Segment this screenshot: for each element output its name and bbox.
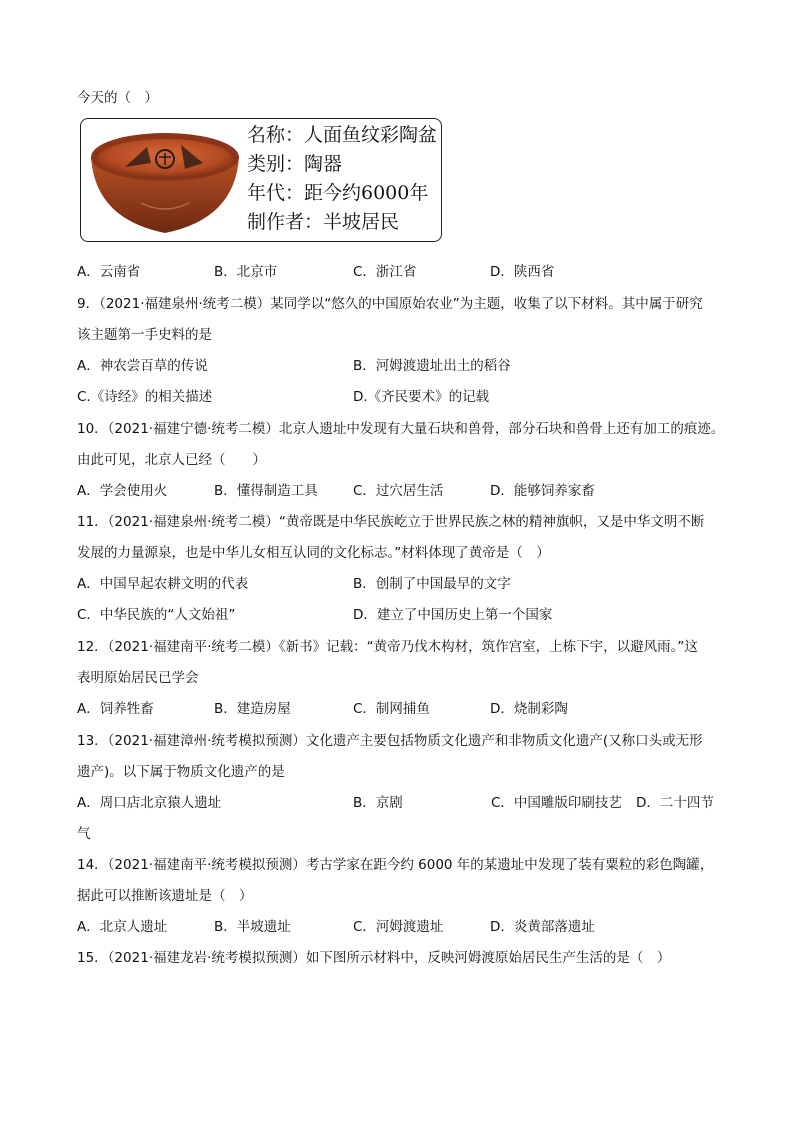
q12-stem-line1: 12．（2021·福建南平·统考二模）《新书》记载：“黄帝乃伐木构材，筑作宫室，上栋下宇，以避风雨。”这 bbox=[77, 639, 698, 655]
q14-option-b[interactable]: B．半坡遗址 bbox=[214, 919, 291, 935]
figure-era: 年代：距今约6000年 bbox=[247, 182, 429, 204]
figure-name: 名称：人面鱼纹彩陶盆 bbox=[247, 124, 438, 146]
q10-stem-line1: 10．（2021·福建宁德·统考二模）北京人遗址中发现有大量石块和兽骨，部分石块和兽骨上还有加工的痕迹。 bbox=[77, 421, 725, 437]
q15-stem-line1: 15．（2021·福建龙岩·统考模拟预测）如下图所示材料中，反映河姆渡原始居民生产生活的是（ ） bbox=[77, 950, 671, 966]
q13-stem-line1: 13．（2021·福建漳州·统考模拟预测）文化遗产主要包括物质文化遗产和非物质文化遗产(又称口头或无形 bbox=[77, 733, 703, 749]
q14-option-c[interactable]: C．河姆渡遗址 bbox=[353, 919, 444, 935]
q13-stem-line2: 遗产)。以下属于物质文化遗产的是 bbox=[77, 764, 285, 780]
figure-maker: 制作者：半坡居民 bbox=[247, 211, 400, 233]
q10-option-a[interactable]: A．学会使用火 bbox=[77, 483, 168, 499]
q12-stem-line2: 表明原始居民已学会 bbox=[77, 670, 199, 686]
q8-option-a[interactable]: A．云南省 bbox=[77, 264, 141, 280]
q9-option-c[interactable]: C.《诗经》的相关描述 bbox=[77, 389, 213, 405]
q12-option-b[interactable]: B．建造房屋 bbox=[214, 701, 291, 717]
q11-option-a[interactable]: A．中国早起农耕文明的代表 bbox=[77, 576, 249, 592]
q8-option-c[interactable]: C．浙江省 bbox=[353, 264, 417, 280]
q14-option-d[interactable]: D．炎黄部落遗址 bbox=[490, 919, 595, 935]
q13-option-d[interactable]: D．二十四节 bbox=[636, 795, 714, 811]
q12-option-a[interactable]: A．饲养牲畜 bbox=[77, 701, 154, 717]
q9-option-b[interactable]: B．河姆渡遗址出土的稻谷 bbox=[353, 358, 511, 374]
q11-stem-line2: 发展的力量源泉，也是中华儿女相互认同的文化标志。”材料体现了黄帝是（ ） bbox=[77, 545, 550, 561]
q8-option-d[interactable]: D．陕西省 bbox=[490, 264, 555, 280]
figure-category: 类别：陶器 bbox=[247, 153, 343, 175]
q11-option-c[interactable]: C．中华民族的“人文始祖” bbox=[77, 607, 236, 623]
pottery-figure bbox=[80, 118, 442, 242]
q9-stem-line2: 该主题第一手史料的是 bbox=[77, 327, 212, 343]
q8-option-b[interactable]: B．北京市 bbox=[214, 264, 278, 280]
q13-option-b[interactable]: B．京剧 bbox=[353, 795, 403, 811]
q10-option-c[interactable]: C．过穴居生活 bbox=[353, 483, 444, 499]
painted-pottery-basin-image bbox=[85, 123, 245, 237]
q9-stem-line1: 9．（2021·福建泉州·统考二模）某同学以“悠久的中国原始农业”为主题，收集了以下材料。其中属于研究 bbox=[77, 296, 703, 312]
figure-caption bbox=[247, 121, 437, 237]
q12-option-c[interactable]: C．制网捕鱼 bbox=[353, 701, 430, 717]
q12-option-d[interactable]: D．烧制彩陶 bbox=[490, 701, 568, 717]
q11-option-d[interactable]: D．建立了中国历史上第一个国家 bbox=[353, 607, 553, 623]
q13-option-d-wrap: 气 bbox=[77, 826, 91, 842]
q10-option-b[interactable]: B．懂得制造工具 bbox=[214, 483, 318, 499]
q10-option-d[interactable]: D．能够饲养家畜 bbox=[490, 483, 595, 499]
q13-option-c[interactable]: C．中国雕版印刷技艺 bbox=[491, 795, 622, 811]
q11-option-b[interactable]: B．创制了中国最早的文字 bbox=[353, 576, 511, 592]
q10-stem-line2: 由此可见，北京人已经（ ） bbox=[77, 452, 266, 468]
q9-option-a[interactable]: A．神农尝百草的传说 bbox=[77, 358, 208, 374]
q14-option-a[interactable]: A．北京人遗址 bbox=[77, 919, 168, 935]
q14-stem-line1: 14．（2021·福建南平·统考模拟预测）考古学家在距今约 6000 年的某遗址中发现了装有粟粒的彩色陶罐， bbox=[77, 857, 714, 873]
question-8-stem: 今天的（ ） bbox=[77, 90, 158, 106]
q14-stem-line2: 据此可以推断该遗址是（ ） bbox=[77, 888, 253, 904]
q13-option-a[interactable]: A．周口店北京猿人遗址 bbox=[77, 795, 222, 811]
q11-stem-line1: 11．（2021·福建泉州·统考二模）“黄帝既是中华民族屹立于世界民族之林的精神旗帜，又是中华文明不断 bbox=[77, 514, 705, 530]
q9-option-d[interactable]: D.《齐民要术》的记载 bbox=[353, 389, 490, 405]
